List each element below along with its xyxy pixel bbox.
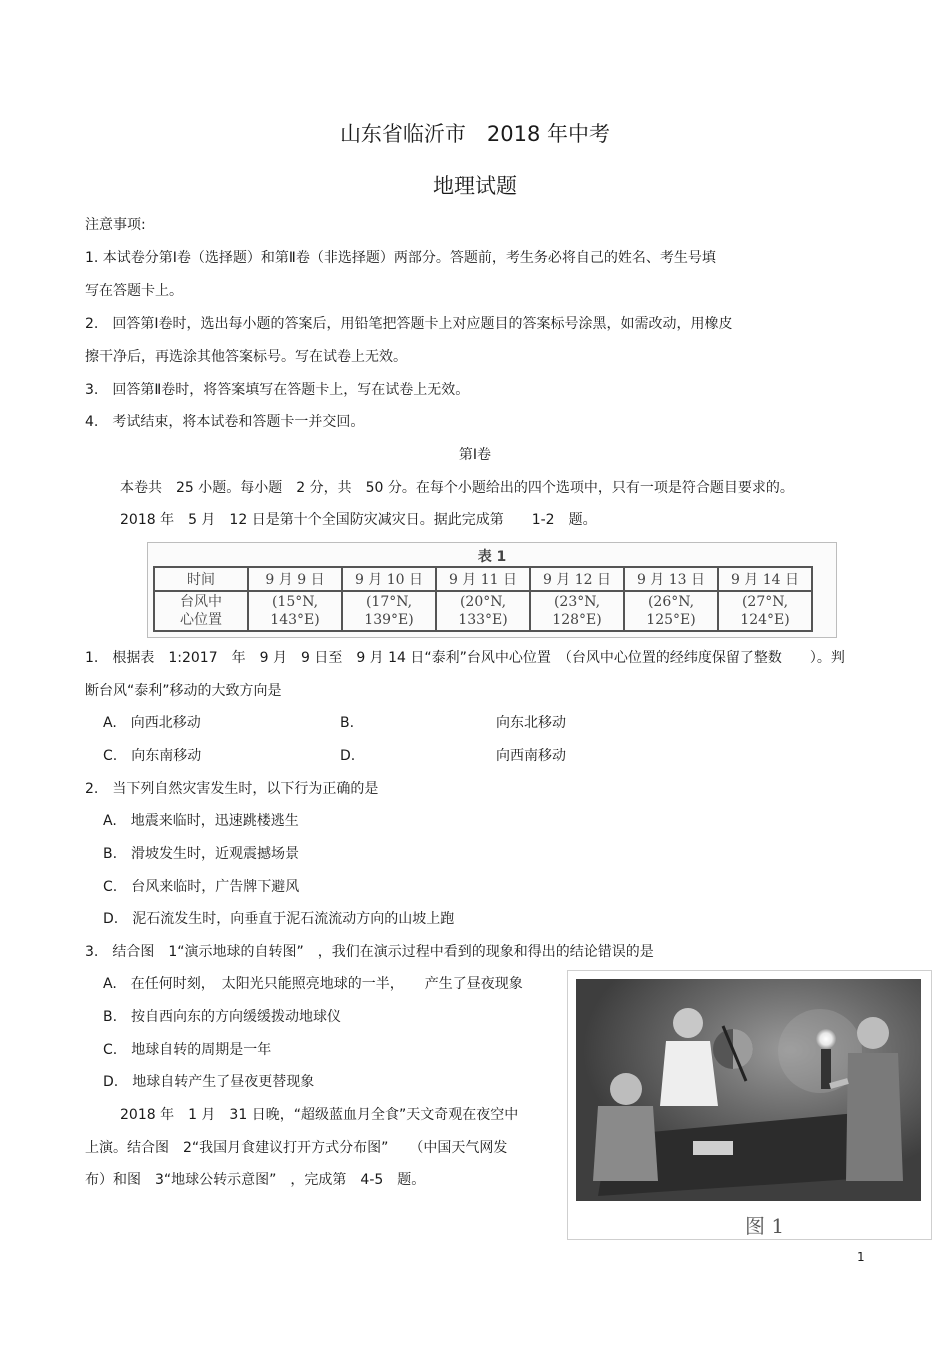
figure-1-label: 图 1: [745, 1214, 785, 1238]
table-date-cell: 9 月 14 日: [718, 567, 812, 591]
typhoon-table: [153, 566, 813, 632]
option-c: C. 地球自转的周期是一年: [103, 1042, 272, 1058]
section-intro: 本卷共 25 小题。每小题 2 分，共 50 分。在每个小题给出的四个选项中，只有一项是符合题目要求的。: [120, 480, 794, 496]
option-a: A. 地震来临时，迅速跳楼逃生: [103, 813, 299, 829]
option-d: D. 地球自转产生了昼夜更替现象: [103, 1074, 315, 1090]
table-position-cell: [718, 591, 812, 631]
table-row: [154, 567, 812, 591]
question-1-stem: 断台风“泰利”移动的大致方向是: [85, 683, 282, 699]
latitude: (23°N,: [553, 594, 601, 610]
longitude: 139°E): [364, 612, 414, 628]
girl-body: [593, 1106, 658, 1181]
notice-line: 2. 回答第Ⅰ卷时，选出每小题的答案后，用铅笔把答题卡上对应题目的答案标号涂黑，如需改动，用橡皮: [85, 316, 733, 332]
longitude: 143°E): [270, 612, 320, 628]
table-position-cell: [624, 591, 718, 631]
question-context: 2018 年 5 月 12 日是第十个全国防灾减灾日。据此完成第 1-2 题。: [120, 512, 597, 528]
child-shirt: [660, 1041, 718, 1106]
notice-line: 1. 本试卷分第Ⅰ卷（选择题）和第Ⅱ卷（非选择题）两部分。答题前，考生务必将自己的姓名、考生号填: [85, 250, 716, 266]
figure-1-earth-rotation-illustration: [567, 970, 932, 1240]
option-b: B. 按自西向东的方向缓缓拨动地球仪: [103, 1009, 342, 1025]
exam-title: 山东省临沂市 2018 年中考: [339, 122, 611, 146]
boy-head: [857, 1017, 889, 1049]
latitude: (20°N,: [459, 594, 507, 610]
option-d-letter: D.: [340, 748, 356, 764]
table-position-cell: [436, 591, 530, 631]
table-position-cell: [530, 591, 624, 631]
notice-line: 3. 回答第Ⅱ卷时，将答案填写在答题卡上，写在试卷上无效。: [85, 382, 470, 398]
boy-body: [846, 1053, 903, 1181]
option-d: D. 泥石流发生时，向垂直于泥石流流动方向的山坡上跑: [103, 911, 455, 927]
light-bulb: [816, 1029, 836, 1049]
page-number: 1: [857, 1250, 865, 1264]
table-position-cell: [342, 591, 436, 631]
book-on-table: [693, 1141, 733, 1155]
option-a: A. 在任何时刻， 太阳光只能照亮地球的一半， 产生了昼夜现象: [103, 976, 523, 992]
girl-head: [610, 1073, 642, 1105]
table-date-cell: 9 月 9 日: [248, 567, 342, 591]
illustration-svg: [568, 971, 931, 1239]
context-4-5: 2018 年 1 月 31 日晚，“超级蓝血月全食”天文奇观在夜空中: [120, 1107, 519, 1123]
table-row-label: [154, 591, 248, 631]
question-2-stem: 2. 当下列自然灾害发生时，以下行为正确的是: [85, 781, 379, 797]
table-date-cell: 9 月 11 日: [436, 567, 530, 591]
table-header-cell: 时间: [154, 567, 248, 591]
child-head: [673, 1008, 703, 1038]
notice-line: 4. 考试结束，将本试卷和答题卡一并交回。: [85, 414, 365, 430]
typhoon-table-figure: [147, 542, 837, 638]
row-label-line: 心位置: [180, 612, 222, 628]
table-date-cell: 9 月 10 日: [342, 567, 436, 591]
lamp-stand: [821, 1049, 831, 1089]
longitude: 124°E): [740, 612, 790, 628]
option-c: C. 向东南移动: [103, 748, 202, 764]
longitude: 133°E): [458, 612, 508, 628]
context-4-5: 布）和图 3“地球公转示意图” ，完成第 4-5 题。: [85, 1172, 426, 1188]
section-title: 第Ⅰ卷: [458, 447, 492, 463]
table-date-cell: 9 月 12 日: [530, 567, 624, 591]
context-4-5: 上演。结合图 2“我国月食建议打开方式分布图” （中国天气网发: [85, 1140, 508, 1156]
longitude: 125°E): [646, 612, 696, 628]
exam-subtitle: 地理试题: [433, 174, 517, 198]
latitude: (15°N,: [271, 594, 319, 610]
table-position-cell: [248, 591, 342, 631]
notice-line: 写在答题卡上。: [85, 283, 183, 299]
option-b: B. 滑坡发生时，近观震撼场景: [103, 846, 300, 862]
table-row: [154, 591, 812, 631]
longitude: 128°E): [552, 612, 602, 628]
latitude: (27°N,: [741, 594, 789, 610]
notice-line: 擦干净后，再选涂其他答案标号。写在试卷上无效。: [85, 349, 407, 365]
notice-heading: 注意事项:: [85, 217, 146, 233]
question-1-stem: 1. 根据表 1:2017 年 9 月 9 日至 9 月 14 日“泰利”台风中心位置 （台风中心位置的经纬度保留了整数 ）。判: [85, 650, 845, 666]
option-b-text: 向东北移动: [496, 715, 566, 731]
row-label-line: 台风中: [180, 594, 222, 610]
question-3-stem: 3. 结合图 1“演示地球的自转图” ，我们在演示过程中看到的现象和得出的结论错误的是: [85, 944, 654, 960]
option-a: A. 向西北移动: [103, 715, 201, 731]
latitude: (17°N,: [365, 594, 413, 610]
latitude: (26°N,: [647, 594, 695, 610]
option-b-letter: B.: [340, 715, 355, 731]
option-d-text: 向西南移动: [496, 748, 566, 764]
option-c: C. 台风来临时，广告牌下避风: [103, 879, 300, 895]
table-date-cell: 9 月 13 日: [624, 567, 718, 591]
table-caption: 表 1: [477, 549, 507, 565]
